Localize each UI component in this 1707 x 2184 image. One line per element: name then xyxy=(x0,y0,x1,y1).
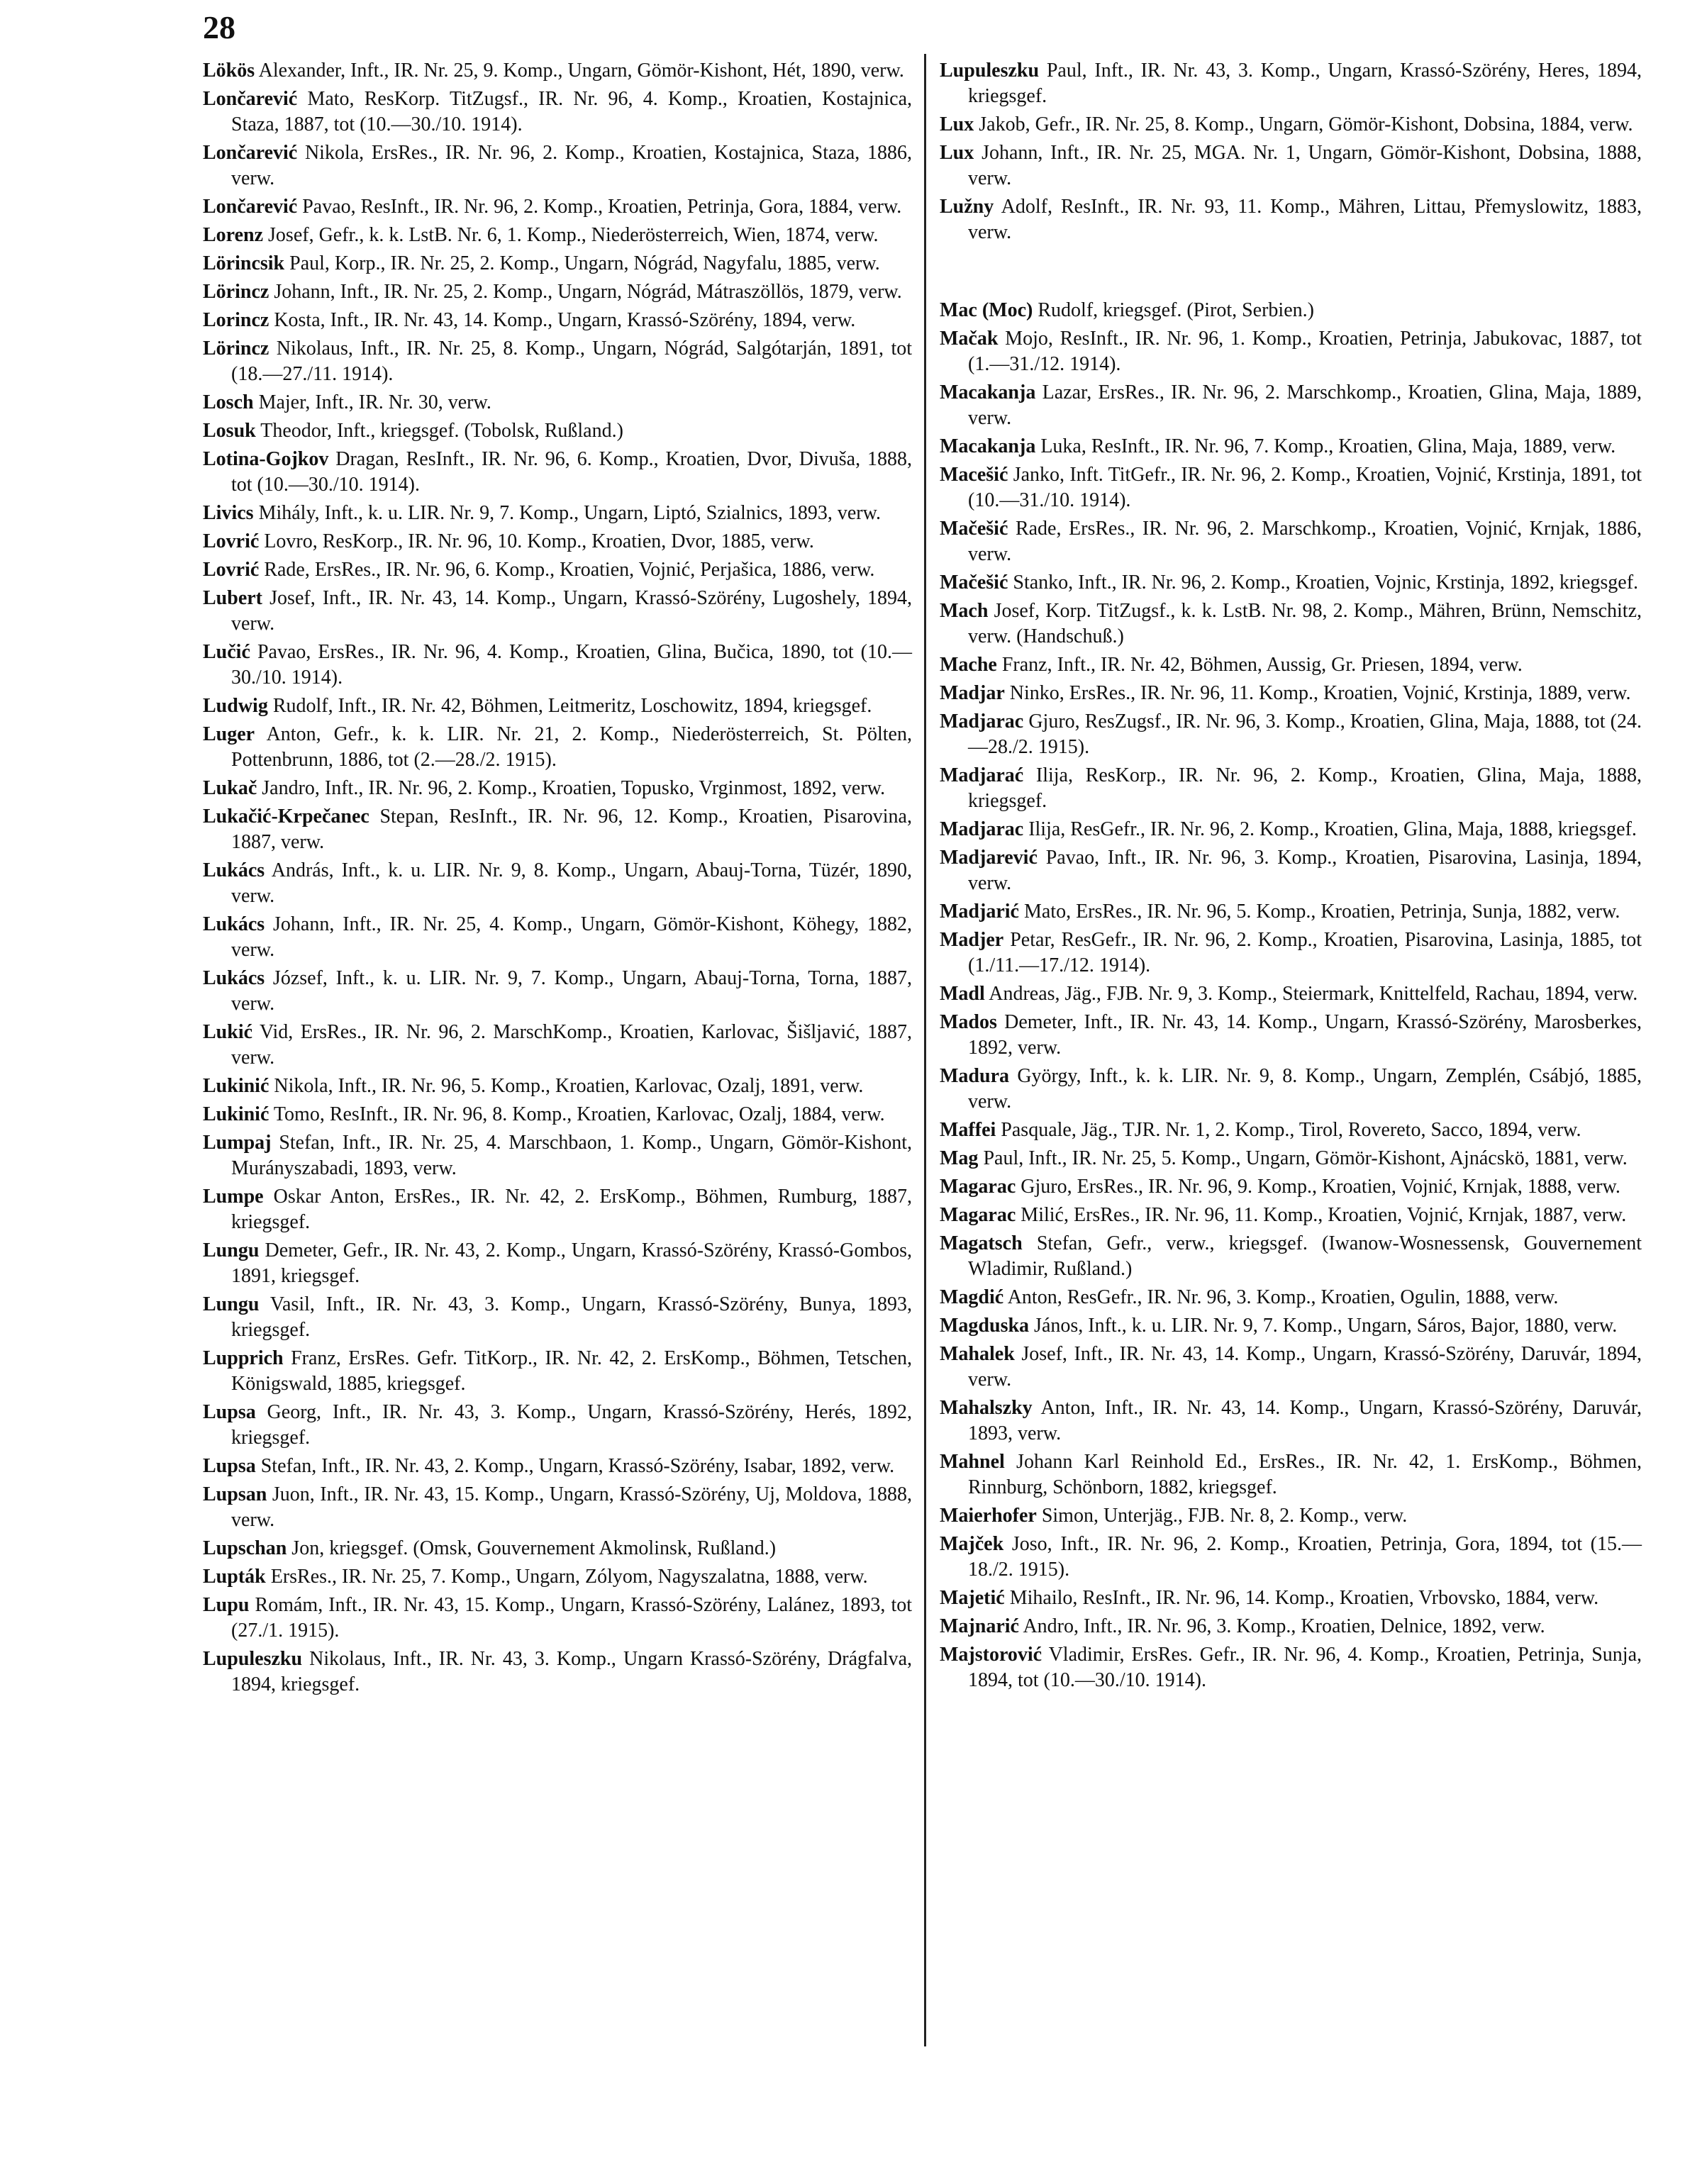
entry-details: Janko, Inft. TitGefr., IR. Nr. 96, 2. Komp., Kroatien, Vojnić, Krstinja, 1891, tot (10.—31./10. 1914). xyxy=(968,464,1642,511)
entry-surname: Lukács xyxy=(203,967,265,989)
entry-details: Anton, ResGefr., IR. Nr. 96, 3. Komp., Kroatien, Ogulin, 1888, verw. xyxy=(1007,1286,1559,1308)
register-entry xyxy=(203,1102,912,1127)
register-entry xyxy=(203,1593,912,1644)
register-entry xyxy=(940,845,1642,896)
register-entry xyxy=(203,640,912,691)
entry-details: Tomo, ResInft., IR. Nr. 96, 8. Komp., Kroatien, Karlovac, Ozalj, 1884, verw. xyxy=(273,1103,885,1125)
register-entry xyxy=(203,1292,912,1343)
entry-surname: Madjarević xyxy=(940,847,1038,869)
register-entry xyxy=(203,390,912,416)
register-entry xyxy=(940,1395,1642,1447)
entry-details: Franz, ErsRes. Gefr. TitKorp., IR. Nr. 42, 2. ErsKomp., Böhmen, Tetschen, Königswald, 1885, kriegsgef. xyxy=(231,1347,913,1395)
entry-surname: Lorincz xyxy=(203,309,269,331)
entry-surname: Maffei xyxy=(940,1119,996,1141)
register-entry xyxy=(940,1146,1642,1171)
entry-surname: Macakanja xyxy=(940,435,1036,457)
register-entry xyxy=(203,1400,912,1451)
entry-details: Stefan, Inft., IR. Nr. 25, 4. Marschbaon, 1. Komp., Ungarn, Gömör-Kishont, Murányszabadi, 1893, verw. xyxy=(231,1132,912,1179)
register-entry xyxy=(203,966,912,1017)
entry-surname: Lubert xyxy=(203,587,262,609)
register-entry xyxy=(940,112,1642,138)
entry-surname: Lovrić xyxy=(203,530,260,552)
right-column xyxy=(940,58,1642,1696)
register-entry xyxy=(940,652,1642,678)
section-gap xyxy=(940,248,1642,298)
entry-surname: Mados xyxy=(940,1011,997,1033)
entry-surname: Mac (Moc) xyxy=(940,299,1033,321)
entry-details: Petar, ResGefr., IR. Nr. 96, 2. Komp., Kroatien, Pisarovina, Lasinja, 1885, tot (1./11.—17./12. 1914). xyxy=(968,929,1642,976)
entry-surname: Lukić xyxy=(203,1021,253,1043)
register-entry xyxy=(203,140,912,191)
register-entry xyxy=(940,434,1642,459)
entry-details: Paul, Korp., IR. Nr. 25, 2. Komp., Ungarn, Nógrád, Nagyfalu, 1885, verw. xyxy=(289,252,880,274)
entry-details: Josef, Inft., IR. Nr. 43, 14. Komp., Ungarn, Krassó-Szörény, Lugoshely, 1894, verw. xyxy=(231,587,913,635)
entry-surname: Lupuleszku xyxy=(203,1648,303,1670)
entry-details: Paul, Inft., IR. Nr. 43, 3. Komp., Ungarn, Krassó-Szörény, Heres, 1894, kriegsgef. xyxy=(968,60,1642,107)
entry-surname: Lörincz xyxy=(203,338,269,360)
entry-surname: Lukinić xyxy=(203,1103,269,1125)
entry-details: Johann, Inft., IR. Nr. 25, 4. Komp., Ungarn, Gömör-Kishont, Köhegy, 1882, verw. xyxy=(231,913,913,961)
register-entry xyxy=(940,1503,1642,1529)
entry-details: Georg, Inft., IR. Nr. 43, 3. Komp., Ungarn, Krassó-Szörény, Herés, 1892, kriegsgef. xyxy=(231,1401,913,1449)
entry-surname: Mach xyxy=(940,600,989,622)
register-entry xyxy=(203,279,912,305)
register-entry xyxy=(940,598,1642,650)
entry-details: Dragan, ResInft., IR. Nr. 96, 6. Komp., Kroatien, Dvor, Divuša, 1888, tot (10.—30./10. 1914). xyxy=(231,448,912,496)
entry-details: Simon, Unterjäg., FJB. Nr. 8, 2. Komp., verw. xyxy=(1041,1505,1408,1527)
entry-surname: Magduska xyxy=(940,1315,1030,1337)
entry-surname: Lovrić xyxy=(203,559,260,581)
entry-surname: Majstorović xyxy=(940,1644,1042,1666)
entry-surname: Luger xyxy=(203,723,255,745)
register-entry xyxy=(203,251,912,277)
entry-surname: Lupprich xyxy=(203,1347,284,1369)
entry-details: Alexander, Inft., IR. Nr. 25, 9. Komp., Ungarn, Gömör-Kishont, Hét, 1890, verw. xyxy=(258,60,904,82)
entry-details: Franz, Inft., IR. Nr. 42, Böhmen, Aussig, Gr. Priesen, 1894, verw. xyxy=(1001,654,1523,676)
entry-details: Nikola, Inft., IR. Nr. 96, 5. Komp., Kroatien, Karlovac, Ozalj, 1891, verw. xyxy=(274,1075,864,1097)
register-entry xyxy=(940,1231,1642,1282)
register-entry xyxy=(940,58,1642,109)
register-entry xyxy=(203,58,912,84)
entry-details: Josef, Inft., IR. Nr. 43, 14. Komp., Ungarn, Krassó-Szörény, Daruvár, 1894, verw. xyxy=(968,1343,1642,1391)
register-entry xyxy=(940,140,1642,191)
register-entry xyxy=(940,1449,1642,1500)
entry-details: János, Inft., k. u. LIR. Nr. 9, 7. Komp., Ungarn, Sáros, Bajor, 1880, verw. xyxy=(1034,1315,1618,1337)
entry-surname: Madura xyxy=(940,1065,1009,1087)
entry-details: Demeter, Gefr., IR. Nr. 43, 2. Komp., Ungarn, Krassó-Szörény, Krassó-Gombos, 1891, kriegsgef. xyxy=(231,1239,913,1287)
entry-surname: Lorenz xyxy=(203,224,264,246)
entry-surname: Lukač xyxy=(203,777,257,799)
register-entry xyxy=(940,817,1642,842)
entry-details: Mihailo, ResInft., IR. Nr. 96, 14. Komp., Kroatien, Vrbovsko, 1884, verw. xyxy=(1009,1587,1599,1609)
entry-surname: Madjarac xyxy=(940,818,1024,840)
register-entry xyxy=(940,1614,1642,1639)
entry-surname: Mačešić xyxy=(940,572,1008,594)
entry-details: Ilija, ResKorp., IR. Nr. 96, 2. Komp., Kroatien, Glina, Maja, 1888, kriegsgef. xyxy=(968,764,1642,812)
entry-details: Romám, Inft., IR. Nr. 43, 15. Komp., Ungarn, Krassó-Szörény, Lalánez, 1893, tot (27./1. 1915). xyxy=(231,1594,913,1642)
entry-surname: Magarac xyxy=(940,1204,1016,1226)
register-entry xyxy=(203,776,912,801)
register-entry xyxy=(203,447,912,498)
entry-surname: Lupu xyxy=(203,1594,250,1616)
entry-details: Vasil, Inft., IR. Nr. 43, 3. Komp., Ungarn, Krassó-Szörény, Bunya, 1893, kriegsgef. xyxy=(231,1293,913,1341)
entry-surname: Lončarević xyxy=(203,196,298,218)
entry-details: Nikolaus, Inft., IR. Nr. 43, 3. Komp., Ungarn Krassó-Szörény, Drágfalva, 1894, kriegsgef. xyxy=(231,1648,912,1695)
entry-surname: Mag xyxy=(940,1147,979,1169)
entry-surname: Mačešić xyxy=(940,518,1008,540)
register-entry xyxy=(203,1184,912,1235)
register-entry xyxy=(940,1064,1642,1115)
register-entry xyxy=(940,380,1642,431)
entry-details: Jakob, Gefr., IR. Nr. 25, 8. Komp., Ungarn, Gömör-Kishont, Dobsina, 1884, verw. xyxy=(979,113,1633,135)
register-entry xyxy=(203,336,912,387)
entry-details: Ilija, ResGefr., IR. Nr. 96, 2. Komp., Kroatien, Glina, Maja, 1888, kriegsgef. xyxy=(1028,818,1637,840)
entry-details: Vid, ErsRes., IR. Nr. 96, 2. MarschKomp., Kroatien, Karlovac, Šišljavić, 1887, verw. xyxy=(231,1021,912,1069)
entry-surname: Macakanja xyxy=(940,381,1036,403)
entry-details: Anton, Gefr., k. k. LIR. Nr. 21, 2. Komp., Niederösterreich, St. Pölten, Pottenbrunn, 1886, tot (2.—28./2. 1915). xyxy=(231,723,912,771)
entry-details: Mato, ResKorp. TitZugsf., IR. Nr. 96, 4. Komp., Kroatien, Kostajnica, Staza, 1887, tot (10.—30./10. 1914). xyxy=(231,88,913,135)
entry-details: Stanko, Inft., IR. Nr. 96, 2. Komp., Kroatien, Vojnic, Krstinja, 1892, kriegsgef. xyxy=(1013,572,1639,594)
entry-surname: Mačak xyxy=(940,328,999,350)
entry-details: Johann Karl Reinhold Ed., ErsRes., IR. Nr. 42, 1. ErsKomp., Böhmen, Rinnburg, Schönborn, 1882, kriegsgef. xyxy=(968,1451,1642,1498)
entry-details: Lazar, ErsRes., IR. Nr. 96, 2. Marschkomp., Kroatien, Glina, Maja, 1889, verw. xyxy=(968,381,1642,429)
entry-details: Luka, ResInft., IR. Nr. 96, 7. Komp., Kroatien, Glina, Maja, 1889, verw. xyxy=(1040,435,1616,457)
entry-details: Gjuro, ErsRes., IR. Nr. 96, 9. Komp., Kroatien, Vojnić, Krnjak, 1888, verw. xyxy=(1021,1176,1620,1198)
entry-surname: Majetić xyxy=(940,1587,1005,1609)
entry-surname: Mahalszky xyxy=(940,1397,1033,1419)
entry-details: Mihály, Inft., k. u. LIR. Nr. 9, 7. Komp., Ungarn, Liptó, Szialnics, 1893, verw. xyxy=(258,502,882,524)
register-entry xyxy=(940,681,1642,706)
entry-surname: Lučić xyxy=(203,641,250,663)
entry-surname: Madjarać xyxy=(940,764,1024,786)
entry-surname: Lux xyxy=(940,113,974,135)
entry-details: Jandro, Inft., IR. Nr. 96, 2. Komp., Kroatien, Topusko, Vrginmost, 1892, verw. xyxy=(262,777,886,799)
entry-surname: Madjarac xyxy=(940,711,1024,732)
entry-details: Rade, ErsRes., IR. Nr. 96, 2. Marschkomp., Kroatien, Vojnić, Krnjak, 1886, verw. xyxy=(968,518,1642,565)
entry-details: Rade, ErsRes., IR. Nr. 96, 6. Komp., Kroatien, Vojnić, Perjašica, 1886, verw. xyxy=(264,559,875,581)
entry-surname: Losuk xyxy=(203,420,256,442)
entry-details: Nikola, ErsRes., IR. Nr. 96, 2. Komp., Kroatien, Kostajnica, Staza, 1886, verw. xyxy=(231,142,912,189)
register-entry xyxy=(940,981,1642,1007)
entry-details: András, Inft., k. u. LIR. Nr. 9, 8. Komp., Ungarn, Abauj-Torna, Tüzér, 1890, verw. xyxy=(231,859,912,907)
register-entry xyxy=(203,223,912,248)
entry-surname: Magdić xyxy=(940,1286,1004,1308)
entry-surname: Lupták xyxy=(203,1566,266,1588)
entry-surname: Lončarević xyxy=(203,88,298,110)
entry-surname: Lupsan xyxy=(203,1483,267,1505)
entry-surname: Magatsch xyxy=(940,1232,1023,1254)
entry-surname: Mache xyxy=(940,654,997,676)
register-entry xyxy=(203,1130,912,1181)
entry-details: Joso, Inft., IR. Nr. 96, 2. Komp., Kroatien, Petrinja, Gora, 1894, tot (15.—18./2. 1915). xyxy=(968,1533,1642,1581)
entry-surname: Lupsa xyxy=(203,1455,256,1477)
register-entry xyxy=(203,557,912,583)
entry-surname: Lončarević xyxy=(203,142,298,164)
register-entry xyxy=(203,1482,912,1533)
entry-surname: Lukačić-Krpečanec xyxy=(203,806,369,828)
entry-surname: Macešić xyxy=(940,464,1008,486)
register-entry xyxy=(203,1074,912,1099)
register-entry xyxy=(940,1642,1642,1693)
register-entry xyxy=(940,927,1642,979)
entry-surname: Lupuleszku xyxy=(940,60,1040,82)
entry-surname: Lupschan xyxy=(203,1537,287,1559)
register-entry xyxy=(940,1203,1642,1228)
register-entry xyxy=(203,501,912,526)
entry-details: Anton, Inft., IR. Nr. 43, 14. Komp., Ungarn, Krassó-Szörény, Daruvár, 1893, verw. xyxy=(968,1397,1642,1444)
entry-details: Johann, Inft., IR. Nr. 25, 2. Komp., Ungarn, Nógrád, Mátraszöllös, 1879, verw. xyxy=(274,281,902,303)
entry-details: Vladimir, ErsRes. Gefr., IR. Nr. 96, 4. Komp., Kroatien, Petrinja, Sunja, 1894, tot (10.—30./10. 1914). xyxy=(968,1644,1642,1691)
entry-details: Pavao, Inft., IR. Nr. 96, 3. Komp., Kroatien, Pisarovina, Lasinja, 1894, verw. xyxy=(968,847,1642,894)
register-entry xyxy=(203,804,912,855)
register-entry xyxy=(203,87,912,138)
right-column-m-section xyxy=(940,298,1642,1693)
entry-surname: Lungu xyxy=(203,1293,260,1315)
entry-surname: Majnarić xyxy=(940,1615,1019,1637)
register-entry xyxy=(203,1020,912,1071)
register-entry xyxy=(940,1174,1642,1200)
entry-details: Paul, Inft., IR. Nr. 25, 5. Komp., Ungarn, Gömör-Kishont, Ajnácskö, 1881, verw. xyxy=(983,1147,1628,1169)
entry-surname: Madjer xyxy=(940,929,1004,951)
entry-surname: Madl xyxy=(940,983,985,1005)
entry-surname: Ludwig xyxy=(203,695,268,717)
register-entry xyxy=(940,1118,1642,1143)
entry-details: Johann, Inft., IR. Nr. 25, MGA. Nr. 1, Ungarn, Gömör-Kishont, Dobsina, 1888, verw. xyxy=(968,142,1642,189)
entry-surname: Lökös xyxy=(203,60,255,82)
entry-surname: Magarac xyxy=(940,1176,1016,1198)
left-column xyxy=(203,58,912,1700)
entry-surname: Lörincz xyxy=(203,281,269,303)
entry-surname: Livics xyxy=(203,502,254,524)
entry-surname: Lužny xyxy=(940,196,994,218)
entry-details: Rudolf, kriegsgef. (Pirot, Serbien.) xyxy=(1038,299,1314,321)
entry-surname: Losch xyxy=(203,391,254,413)
column-divider xyxy=(924,54,926,2046)
entry-details: Oskar Anton, ErsRes., IR. Nr. 42, 2. ErsKomp., Böhmen, Rumburg, 1887, kriegsgef. xyxy=(231,1186,912,1233)
entry-details: Theodor, Inft., kriegsgef. (Tobolsk, Rußland.) xyxy=(260,420,623,442)
entry-surname: Lumpe xyxy=(203,1186,264,1208)
entry-surname: Lörincsik xyxy=(203,252,285,274)
entry-surname: Lotina-Gojkov xyxy=(203,448,329,470)
entry-details: Nikolaus, Inft., IR. Nr. 25, 8. Komp., Ungarn, Nógrád, Salgótarján, 1891, tot (18.—27./11. 1914). xyxy=(231,338,913,385)
register-entry xyxy=(203,858,912,909)
register-entry xyxy=(940,1285,1642,1310)
entry-details: Stepan, ResInft., IR. Nr. 96, 12. Komp., Kroatien, Pisarovina, 1887, verw. xyxy=(231,806,912,853)
register-entry xyxy=(203,529,912,555)
entry-details: József, Inft., k. u. LIR. Nr. 9, 7. Komp., Ungarn, Abauj-Torna, Torna, 1887, verw. xyxy=(231,967,913,1015)
register-entry xyxy=(940,298,1642,323)
entry-details: Rudolf, Inft., IR. Nr. 42, Böhmen, Leitmeritz, Loschowitz, 1894, kriegsgef. xyxy=(272,695,872,717)
register-entry xyxy=(940,1532,1642,1583)
register-entry xyxy=(940,709,1642,760)
entry-details: Majer, Inft., IR. Nr. 30, verw. xyxy=(258,391,491,413)
register-entry xyxy=(940,763,1642,814)
entry-surname: Mahnel xyxy=(940,1451,1005,1473)
entry-surname: Maierhofer xyxy=(940,1505,1037,1527)
entry-details: Jon, kriegsgef. (Omsk, Gouvernement Akmolinsk, Rußland.) xyxy=(291,1537,777,1559)
register-entry xyxy=(203,722,912,773)
entry-details: Stefan, Gefr., verw., kriegsgef. (Iwanow-Wosnessensk, Gouvernement Wladimir, Rußland.) xyxy=(968,1232,1642,1280)
entry-surname: Lumpaj xyxy=(203,1132,272,1154)
register-entry xyxy=(940,1010,1642,1061)
entry-details: Adolf, ResInft., IR. Nr. 93, 11. Komp., Mähren, Littau, Přemyslowitz, 1883, verw. xyxy=(968,196,1642,243)
entry-surname: Madjar xyxy=(940,682,1005,704)
entry-details: Ninko, ErsRes., IR. Nr. 96, 11. Komp., Kroatien, Vojnić, Krstinja, 1889, verw. xyxy=(1009,682,1631,704)
register-entry xyxy=(203,693,912,719)
register-entry xyxy=(203,418,912,444)
entry-details: Josef, Gefr., k. k. LstB. Nr. 6, 1. Komp., Niederösterreich, Wien, 1874, verw. xyxy=(268,224,879,246)
entry-details: Pasquale, Jäg., TJR. Nr. 1, 2. Komp., Tirol, Rovereto, Sacco, 1894, verw. xyxy=(1001,1119,1581,1141)
register-entry xyxy=(203,1346,912,1397)
entry-details: Lovro, ResKorp., IR. Nr. 96, 10. Komp., Kroatien, Dvor, 1885, verw. xyxy=(264,530,814,552)
page-number: 28 xyxy=(203,9,235,45)
entry-details: Demeter, Inft., IR. Nr. 43, 14. Komp., Ungarn, Krassó-Szörény, Marosberkes, 1892, verw. xyxy=(968,1011,1642,1059)
entry-surname: Lukács xyxy=(203,913,265,935)
register-entry xyxy=(203,1647,912,1698)
entry-surname: Lupsa xyxy=(203,1401,256,1423)
register-entry xyxy=(203,912,912,963)
register-entry xyxy=(203,308,912,333)
entry-details: Gjuro, ResZugsf., IR. Nr. 96, 3. Komp., Kroatien, Glina, Maja, 1888, tot (24.—28./2. 1915). xyxy=(968,711,1642,758)
entry-details: Mato, ErsRes., IR. Nr. 96, 5. Komp., Kroatien, Petrinja, Sunja, 1882, verw. xyxy=(1023,901,1620,923)
entry-details: Mojo, ResInft., IR. Nr. 96, 1. Komp., Kroatien, Petrinja, Jabukovac, 1887, tot (1.—31./12. 1914). xyxy=(968,328,1642,375)
entry-surname: Lukinić xyxy=(203,1075,269,1097)
register-entry xyxy=(203,194,912,220)
register-entry xyxy=(940,462,1642,513)
right-column-l-section xyxy=(940,58,1642,245)
register-entry xyxy=(940,899,1642,925)
entry-surname: Mahalek xyxy=(940,1343,1015,1365)
entry-details: Stefan, Inft., IR. Nr. 43, 2. Komp., Ungarn, Krassó-Szörény, Isabar, 1892, verw. xyxy=(260,1455,895,1477)
register-entry xyxy=(203,1564,912,1590)
entry-details: Pavao, ResInft., IR. Nr. 96, 2. Komp., Kroatien, Petrinja, Gora, 1884, verw. xyxy=(302,196,902,218)
entry-details: ErsRes., IR. Nr. 25, 7. Komp., Ungarn, Zólyom, Nagyszalatna, 1888, verw. xyxy=(270,1566,868,1588)
register-entry xyxy=(940,570,1642,596)
register-entry xyxy=(940,194,1642,245)
register-entry xyxy=(940,516,1642,567)
register-entry xyxy=(203,1454,912,1479)
register-entry xyxy=(940,1586,1642,1611)
entry-surname: Majček xyxy=(940,1533,1004,1555)
entry-surname: Lungu xyxy=(203,1239,260,1261)
register-entry xyxy=(940,1342,1642,1393)
register-entry xyxy=(940,1313,1642,1339)
entry-details: Andreas, Jäg., FJB. Nr. 9, 3. Komp., Steiermark, Knittelfeld, Rachau, 1894, verw. xyxy=(989,983,1638,1005)
register-entry xyxy=(203,1536,912,1561)
entry-details: Andro, Inft., IR. Nr. 96, 3. Komp., Kroatien, Delnice, 1892, verw. xyxy=(1023,1615,1545,1637)
register-entry xyxy=(203,1238,912,1289)
entry-details: Josef, Korp. TitZugsf., k. k. LstB. Nr. 98, 2. Komp., Mähren, Brünn, Nemschitz, verw. (Handschuß.) xyxy=(968,600,1642,647)
register-entry xyxy=(203,586,912,637)
entry-details: Juon, Inft., IR. Nr. 43, 15. Komp., Ungarn, Krassó-Szörény, Uj, Moldova, 1888, verw. xyxy=(231,1483,912,1531)
entry-details: Milić, ErsRes., IR. Nr. 96, 11. Komp., Kroatien, Vojnić, Krnjak, 1887, verw. xyxy=(1021,1204,1627,1226)
entry-details: Pavao, ErsRes., IR. Nr. 96, 4. Komp., Kroatien, Glina, Bučica, 1890, tot (10.—30./10. 1914). xyxy=(231,641,912,689)
entry-details: Kosta, Inft., IR. Nr. 43, 14. Komp., Ungarn, Krassó-Szörény, 1894, verw. xyxy=(274,309,856,331)
entry-details: György, Inft., k. k. LIR. Nr. 9, 8. Komp., Ungarn, Zemplén, Csábjó, 1885, verw. xyxy=(968,1065,1642,1113)
entry-surname: Madjarić xyxy=(940,901,1019,923)
register-entry xyxy=(940,326,1642,377)
entry-surname: Lux xyxy=(940,142,974,164)
entry-surname: Lukács xyxy=(203,859,265,881)
